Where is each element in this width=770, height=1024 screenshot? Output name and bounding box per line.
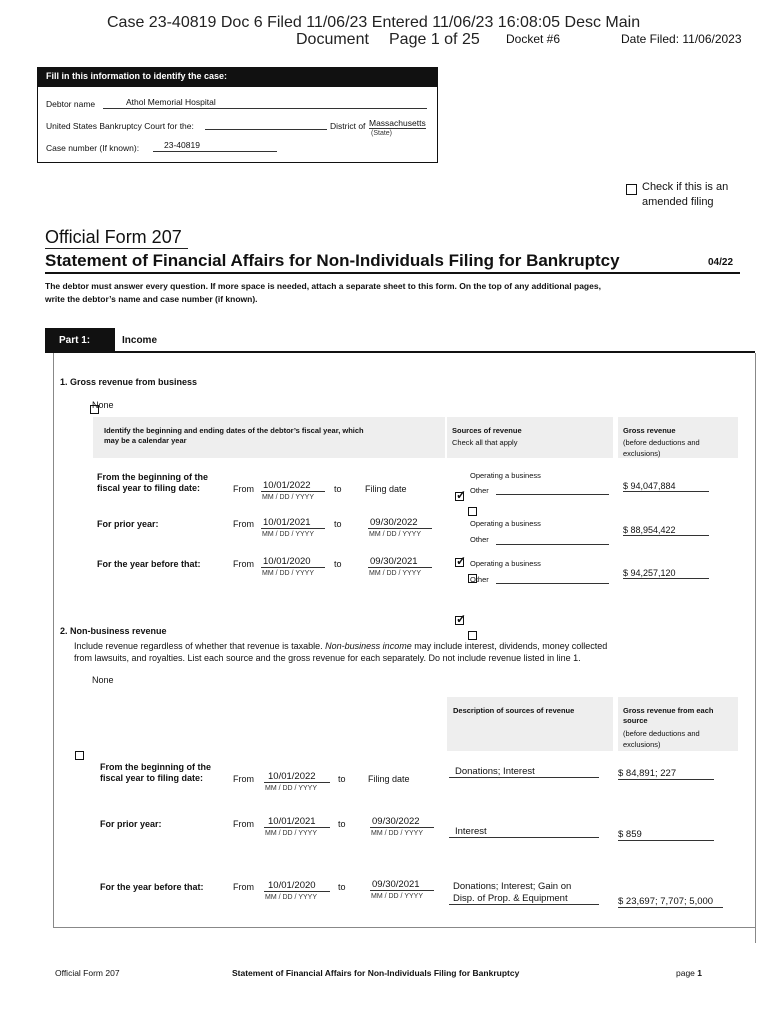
footer-page-label: page [676,968,695,978]
q2-none-label: None [92,675,114,685]
to-label: to [338,819,346,829]
start-date-field[interactable]: 10/01/2021 [264,816,330,828]
from-label: From [233,484,254,494]
part1-bottom-border [53,927,756,928]
row-label: For prior year: [100,819,162,829]
q1-col3-sub2: exclusions) [623,449,661,458]
q2-col2-title: Description of sources of revenue [453,706,575,715]
part1-title: Income [122,335,158,346]
q2-col3-title2: source [623,716,648,725]
date-format-hint: MM / DD / YYYY [369,531,421,538]
to-label: to [338,882,346,892]
debtor-name-label: Debtor name [46,99,96,109]
date-format-hint: MM / DD / YYYY [369,570,421,577]
form-title: Statement of Financial Affairs for Non-Individuals Filing for Bankruptcy [45,251,620,270]
court-label: United States Bankruptcy Court for the: [46,121,194,131]
state-label: (State) [371,130,393,137]
district-label: District of [330,121,366,131]
row-label: From the beginning of the [100,762,211,772]
gross-revenue-field[interactable]: $ 94,047,884 [623,481,709,492]
start-date-field[interactable]: 10/01/2020 [261,556,325,568]
q2-desc-a: Include revenue regardless of whether that revenue is taxable. [74,641,326,651]
footer-form-number: Official Form 207 [55,968,120,978]
operating-business-checkbox[interactable] [455,558,464,567]
footer-page [676,968,702,978]
q2-col3-sub2: exclusions) [623,740,661,749]
revenue-description-field[interactable]: Donations; Interest [449,766,599,778]
part1-rule [45,351,755,353]
q1-col3-sub1: (before deductions and [623,438,700,447]
q1-none-label: None [92,400,114,410]
other-label: Other [470,486,489,495]
instructions-line1: The debtor must answer every question. If more space is needed, attach a separate sheet to this form. On the top of any additional pages, [45,281,601,291]
end-date-field[interactable]: 09/30/2021 [370,879,434,891]
end-date-field[interactable]: 09/30/2022 [370,816,434,828]
to-label: to [334,484,342,494]
other-checkbox[interactable] [468,631,477,640]
revenue-description-line2[interactable]: Disp. of Prop. & Equipment [449,893,599,905]
from-label: From [233,559,254,569]
end-date-field[interactable]: Filing date [365,484,407,494]
date-format-hint: MM / DD / YYYY [371,830,423,837]
q2-desc-c: may include interest, dividends, money collected [411,641,608,651]
date-format-hint: MM / DD / YYYY [265,830,317,837]
district-value: Massachusetts [369,118,426,128]
instructions-line2: write the debtor’s name and case number (if known). [45,294,258,304]
form-version: 04/22 [708,257,734,268]
case-number-line [153,151,277,152]
from-label: From [233,519,254,529]
q2-desc-b: Non-business income [325,641,412,651]
revenue-description-field[interactable]: Interest [449,826,599,838]
case-number-label: Case number (If known): [46,143,140,153]
to-label: to [334,559,342,569]
other-checkbox[interactable] [468,507,477,516]
debtor-name-value: Athol Memorial Hospital [126,97,216,107]
case-number-value: 23-40819 [164,140,200,150]
docket-number: Docket #6 [506,32,561,46]
row-label: For prior year: [97,519,159,529]
title-rule [45,272,740,274]
end-date-field[interactable]: Filing date [368,774,410,784]
q1-col2-sub: Check all that apply [452,438,518,447]
other-label: Other [470,575,489,584]
date-format-hint: MM / DD / YYYY [262,570,314,577]
gross-revenue-field[interactable]: $ 23,697; 7,707; 5,000 [618,896,723,908]
row-label: fiscal year to filing date: [97,483,201,493]
operating-business-label: Operating a business [470,471,541,480]
part1-label: Part 1: [59,335,91,346]
other-label: Other [470,535,489,544]
revenue-description-line1[interactable]: Donations; Interest; Gain on [453,881,572,892]
from-label: From [233,882,254,892]
part1-left-border [53,353,54,927]
court-header-document: Document [296,31,369,48]
amended-label-line2: amended filing [642,196,714,208]
date-format-hint: MM / DD / YYYY [265,785,317,792]
court-header-line1: Case 23-40819 Doc 6 Filed 11/06/23 Entered 11/06/23 16:08:05 Desc Main [107,14,641,31]
start-date-field[interactable]: 10/01/2022 [264,771,330,783]
gross-revenue-field[interactable]: $ 84,891; 227 [618,768,714,780]
row-label: For the year before that: [100,882,204,892]
from-label: From [233,774,254,784]
date-format-hint: MM / DD / YYYY [265,894,317,901]
row-label: For the year before that: [97,559,201,569]
other-line [496,494,609,495]
other-line [496,583,609,584]
start-date-field[interactable]: 10/01/2021 [261,517,325,529]
date-format-hint: MM / DD / YYYY [371,893,423,900]
form-number: Official Form 207 [45,227,188,249]
operating-business-checkbox[interactable] [455,616,464,625]
other-line [496,544,609,545]
operating-business-checkbox[interactable] [455,492,464,501]
amended-filing-checkbox[interactable] [626,184,637,195]
q2-title: 2. Non-business revenue [60,626,167,636]
q2-none-checkbox[interactable] [75,751,84,760]
q1-col3-title: Gross revenue [623,426,676,435]
q1-col2-title: Sources of revenue [452,426,522,435]
q2-desc-line2: from lawsuits, and royalties. List each source and the gross revenue for each separately. Do not include revenue listed in line 1. [74,653,581,663]
start-date-field[interactable]: 10/01/2020 [264,880,330,892]
identify-box-title: Fill in this information to identify the case: [38,68,437,87]
row-label: From the beginning of the [97,472,208,482]
q2-col3-sub1: (before deductions and [623,729,700,738]
start-date-field[interactable]: 10/01/2022 [261,480,325,492]
gross-revenue-field[interactable]: $ 88,954,422 [623,525,709,536]
date-format-hint: MM / DD / YYYY [262,531,314,538]
end-date-field[interactable]: 09/30/2022 [368,517,432,529]
from-label: From [233,819,254,829]
gross-revenue-field[interactable]: $ 94,257,120 [623,568,709,579]
q2-col3-title1: Gross revenue from each [623,706,714,715]
q2-desc-line1 [74,641,607,651]
q1-title: 1. Gross revenue from business [60,377,198,387]
gross-revenue-field[interactable]: $ 859 [618,829,714,841]
to-label: to [334,519,342,529]
row-label: fiscal year to filing date: [100,773,204,783]
part1-right-border [755,353,756,943]
debtor-name-line [103,108,427,109]
operating-business-label: Operating a business [470,559,541,568]
to-label: to [338,774,346,784]
date-filed: Date Filed: 11/06/2023 [621,32,742,46]
amended-label-line1: Check if this is an [642,181,729,193]
date-format-hint: MM / DD / YYYY [262,494,314,501]
court-line [205,129,327,130]
q1-col1-text2: may be a calendar year [104,436,187,445]
end-date-field[interactable]: 09/30/2021 [368,556,432,568]
footer-form-title: Statement of Financial Affairs for Non-Individuals Filing for Bankruptcy [232,968,520,978]
footer-page-number: 1 [697,968,703,978]
operating-business-label: Operating a business [470,519,541,528]
court-header-page: Page 1 of 25 [389,31,480,48]
q1-col1-text1: Identify the beginning and ending dates of the debtor’s fiscal year, which [104,426,364,435]
